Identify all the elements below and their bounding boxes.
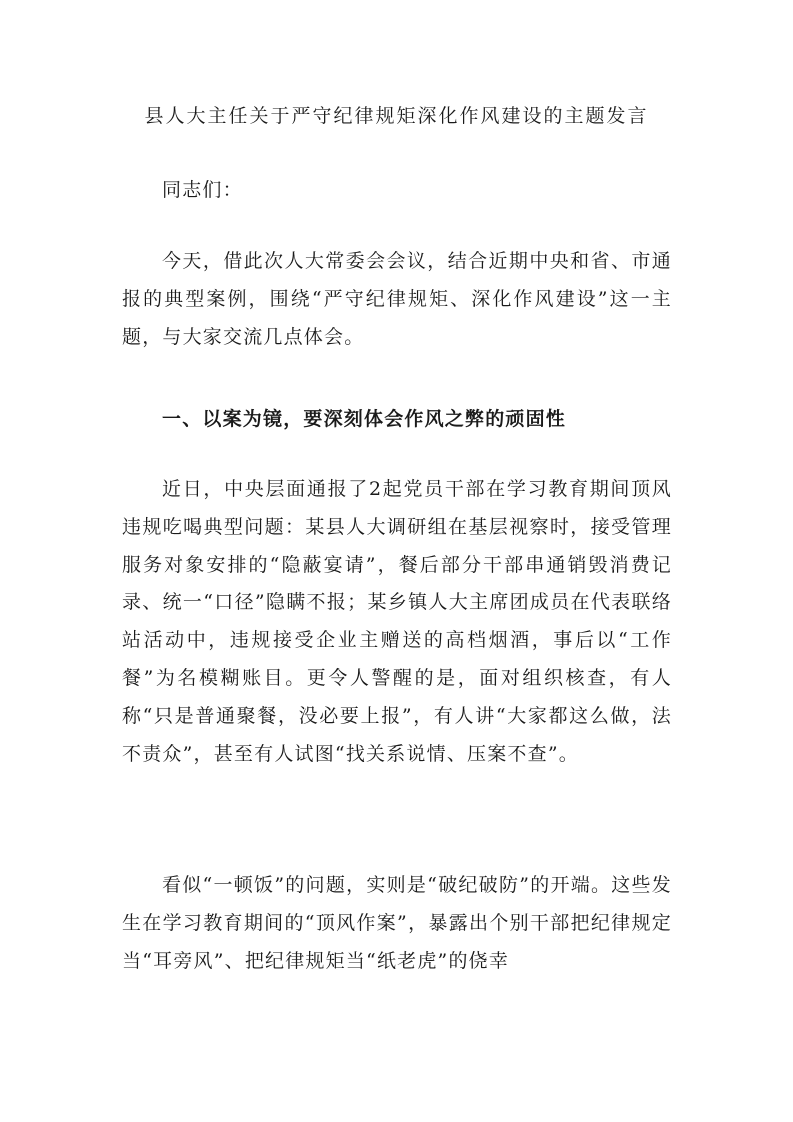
- paragraph-analysis: 看似“一顿饭”的问题，实则是“破纪破防”的开端。这些发生在学习教育期间的“顶风作案”，暴露出个别干部把纪律规定当“耳旁风”、把纪律规矩当“纸老虎”的侥幸: [122, 874, 672, 972]
- paragraph-intro: 今天，借此次人大常委会会议，结合近期中央和省、市通报的典型案例，围绕“严守纪律规矩、深化作风建设”这一主题，与大家交流几点体会。: [122, 250, 672, 348]
- paragraph-cases: 近日，中央层面通报了2起党员干部在学习教育期间顶风违规吃喝典型问题：某县人大调研组在基层视察时，接受管理服务对象安排的“隐蔽宴请”，餐后部分干部串通销毁消费记录、统一“口径”隐瞒不报；某乡镇人大主席团成员在代表联络站活动中，违规接受企业主赠送的高档烟酒，事后以“工作餐”为名模糊账目。更令人警醒的是，面对组织核查，有人称“只是普通聚餐，没必要上报”，有人讲“大家都这么做，法不责众”，甚至有人试图“找关系说情、压案不查”。: [122, 478, 672, 765]
- document-title: 县人大主任关于严守纪律规矩深化作风建设的主题发言: [144, 105, 649, 127]
- salutation: 同志们：: [162, 179, 243, 201]
- section-heading: 一、以案为镜，要深刻体会作风之弊的顽固性: [162, 408, 567, 430]
